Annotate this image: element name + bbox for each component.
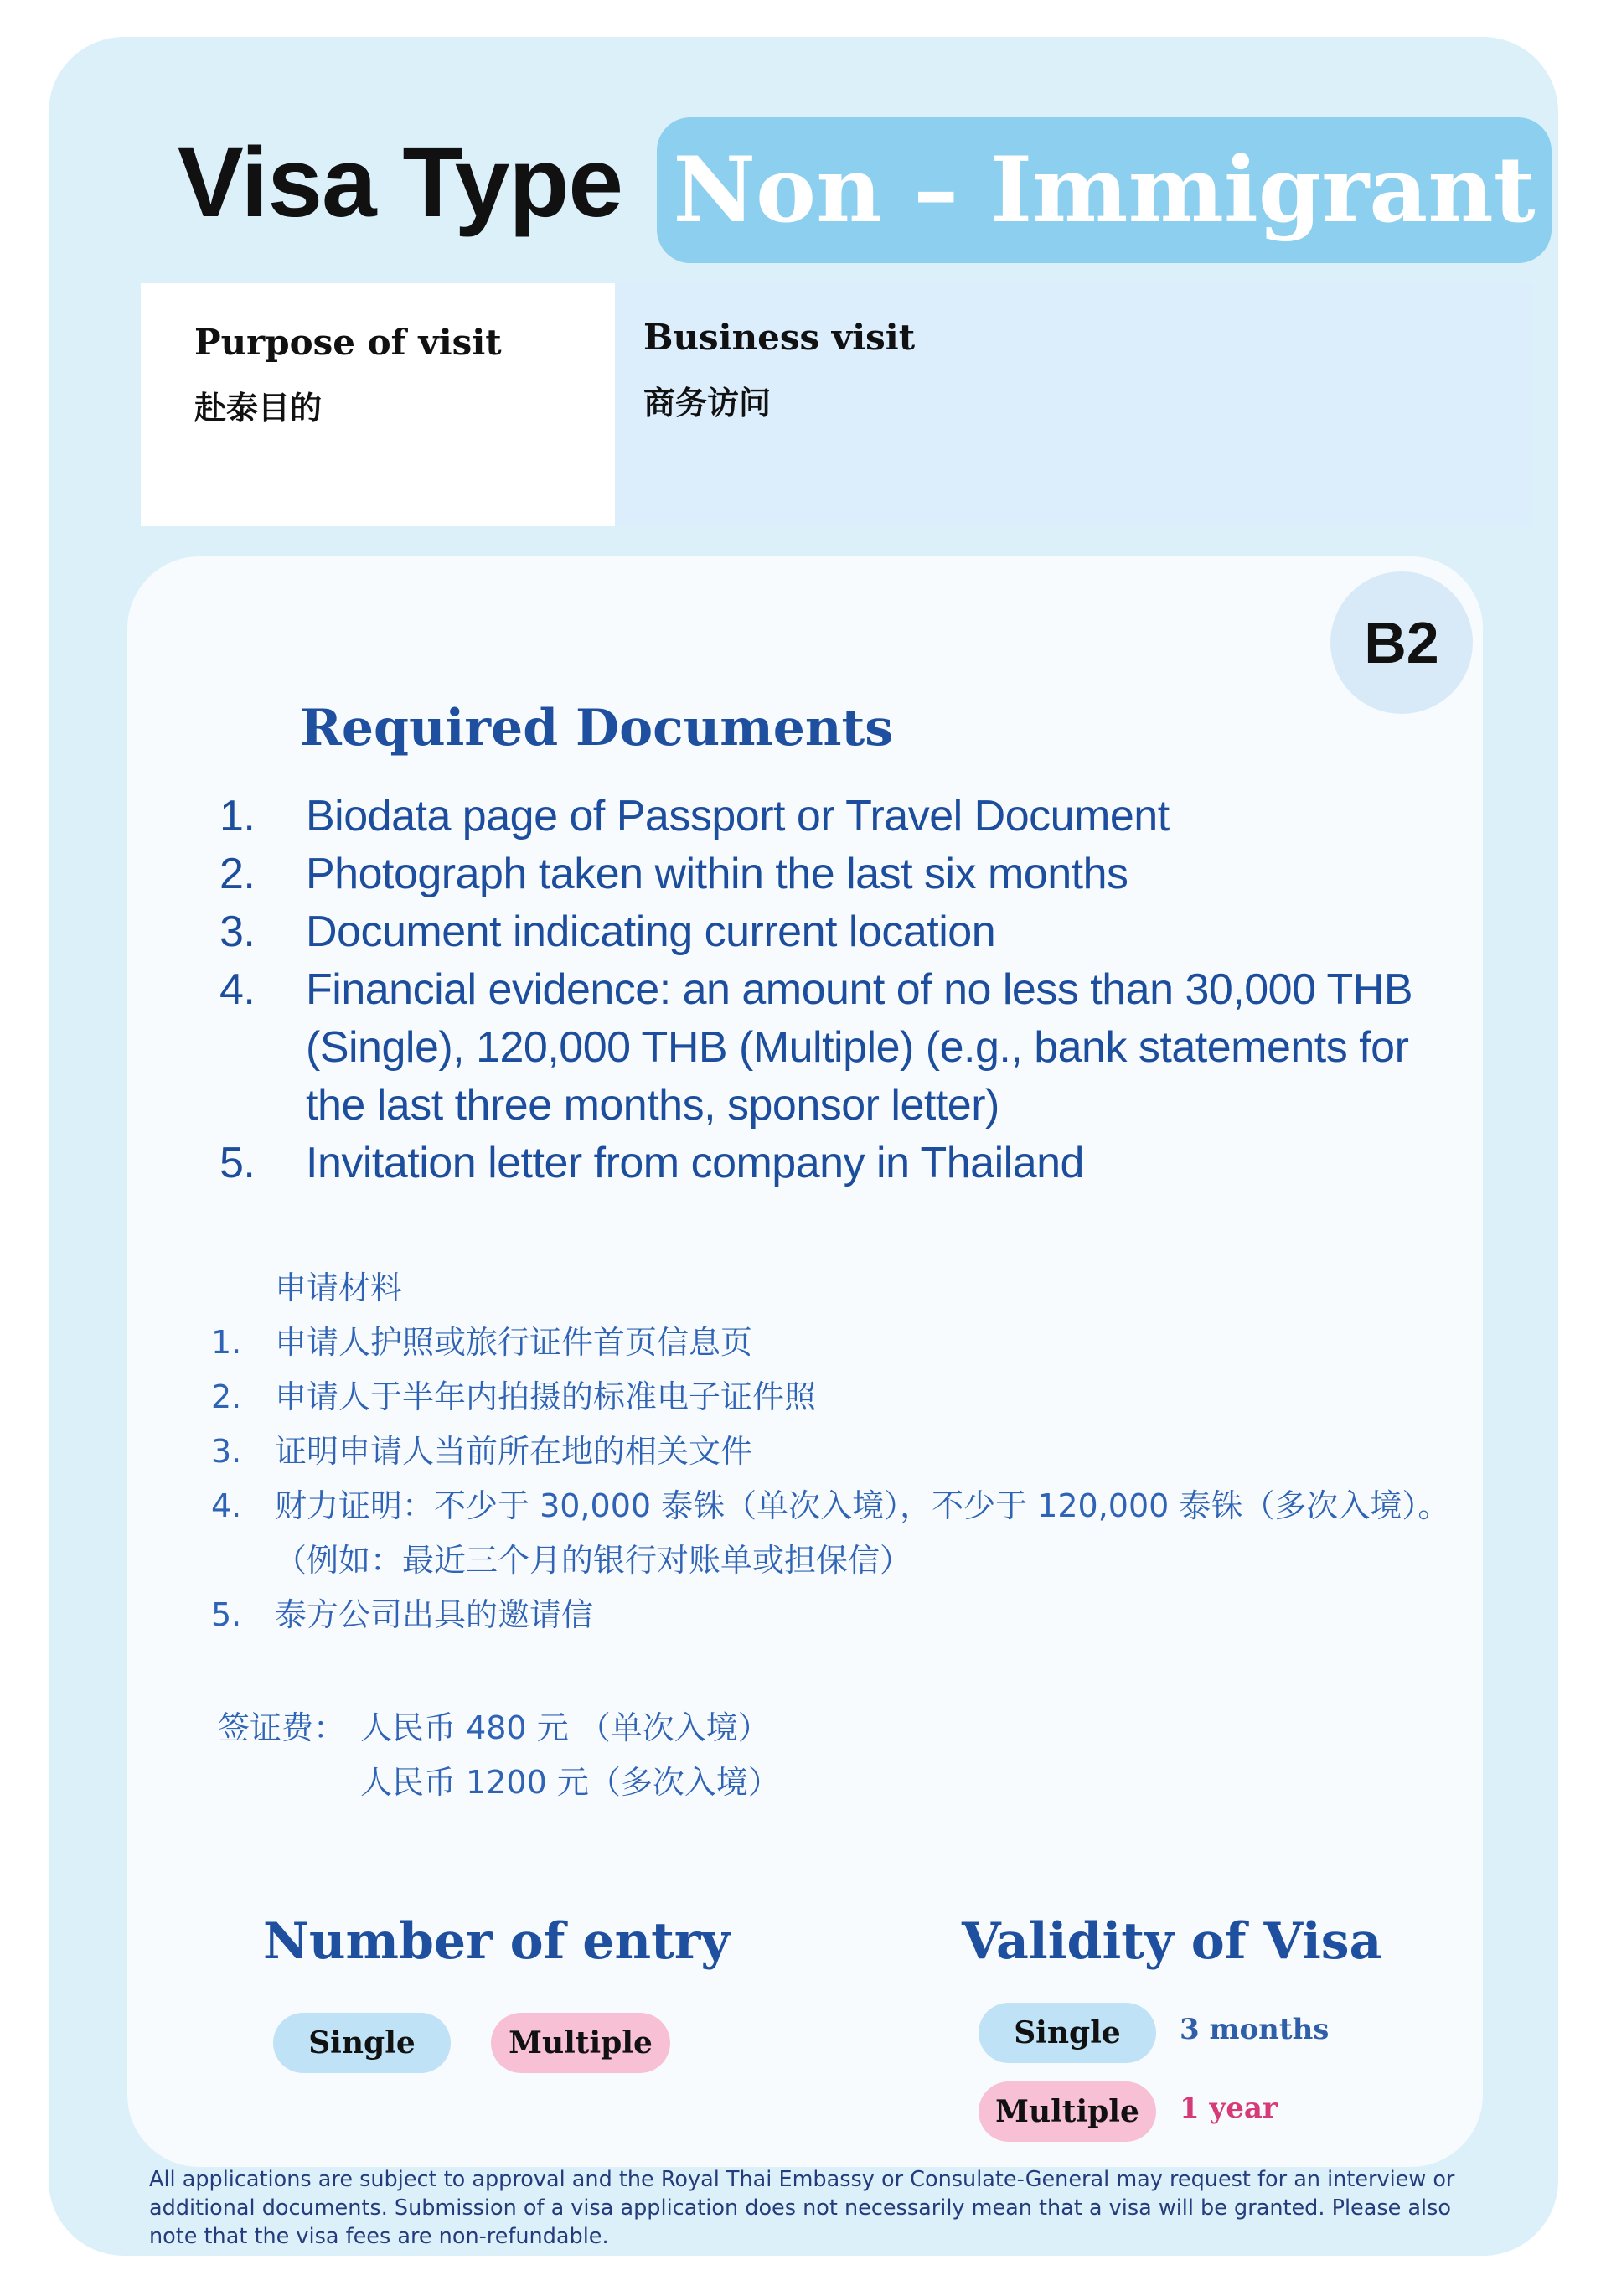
list-item-number: 4. [211, 1487, 242, 1524]
list-item [219, 903, 1451, 961]
list-item [219, 788, 1451, 845]
list-item [211, 1588, 1459, 1642]
list-item-number: 1. [211, 1324, 242, 1361]
visa-code-badge [1330, 571, 1473, 714]
visa-type-pill [657, 117, 1552, 263]
required-documents-title: Required Documents [300, 699, 894, 758]
list-item-text: Invitation letter from company in Thailand [306, 1139, 1084, 1187]
list-item-text: 证明申请人当前所在地的相关文件 [275, 1433, 753, 1470]
list-item-text: 财力证明：不少于 30,000 泰铢（单次入境），不少于 120,000 泰铢（多次入境）。（例如：最近三个月的银行对账单或担保信） [275, 1487, 1450, 1579]
list-item-number: 3. [219, 908, 256, 956]
list-item [219, 1135, 1451, 1192]
required-documents-list-en [219, 788, 1451, 1192]
list-item-text: 申请人护照或旅行证件首页信息页 [275, 1324, 753, 1361]
purpose-value-cell [615, 283, 1533, 526]
purpose-label-en: Purpose of visit [194, 322, 502, 363]
list-item [219, 845, 1451, 903]
purpose-label-cell [141, 283, 615, 526]
entry-multiple-pill: Multiple [491, 2013, 670, 2073]
validity-multiple-value: 1 year [1180, 2092, 1278, 2125]
list-item-text: Document indicating current location [306, 908, 996, 956]
list-item-text: 泰方公司出具的邀请信 [275, 1596, 594, 1633]
list-item [211, 1370, 1459, 1425]
list-item-number: 5. [211, 1596, 242, 1633]
required-documents-title-zh: 申请材料 [275, 1270, 403, 1306]
disclaimer-footer: All applications are subject to approval and the Royal Thai Embassy or Consulate-General may request for an interview or additional documents. Submission of a visa application does not necessarily mean that a visa will be granted. Please also note that the visa fees are non-refundable. [149, 2167, 1455, 2249]
list-item-text: Biodata page of Passport or Travel Document [306, 792, 1170, 840]
list-item [211, 1479, 1459, 1588]
list-item [211, 1316, 1459, 1370]
list-item-text: 申请人于半年内拍摄的标准电子证件照 [275, 1378, 817, 1415]
visa-fee-single: 人民币 480 元 （单次入境） [360, 1709, 770, 1746]
list-item [211, 1425, 1459, 1479]
list-item-number: 3. [211, 1433, 242, 1470]
list-item-number: 4. [219, 965, 256, 1014]
visa-fee-label: 签证费： [218, 1709, 346, 1746]
visa-type-value: Non – Immigrant [673, 137, 1536, 243]
purpose-label-zh: 赴泰目的 [194, 390, 323, 427]
validity-single-pill: Single [979, 2003, 1156, 2063]
list-item-text: Financial evidence: an amount of no less than 30,000 THB (Single), 120,000 THB (Multiple) (e.g., bank statements for the last three months, sponsor letter) [306, 965, 1413, 1130]
list-item [219, 961, 1451, 1135]
list-item-text: Photograph taken within the last six months [306, 850, 1128, 898]
visa-code: B2 [1364, 610, 1439, 675]
purpose-value-zh: 商务访问 [643, 385, 772, 421]
purpose-value-en: Business visit [643, 317, 916, 358]
list-item-number: 5. [219, 1139, 256, 1187]
visa-fee-multiple: 人民币 1200 元（多次入境） [360, 1764, 780, 1801]
required-documents-list-zh [211, 1261, 1459, 1642]
list-item-number: 2. [219, 850, 256, 898]
validity-single-value: 3 months [1180, 2013, 1330, 2046]
visa-type-label: Visa Type [178, 127, 623, 238]
entry-single-pill: Single [273, 2013, 451, 2073]
list-item-number: 1. [219, 792, 256, 840]
visa-fees [218, 1701, 780, 1810]
validity-multiple-pill: Multiple [979, 2081, 1156, 2142]
list-item-number: 2. [211, 1378, 242, 1415]
validity-of-visa-title: Validity of Visa [962, 1912, 1382, 1971]
number-of-entry-title: Number of entry [263, 1912, 731, 1971]
